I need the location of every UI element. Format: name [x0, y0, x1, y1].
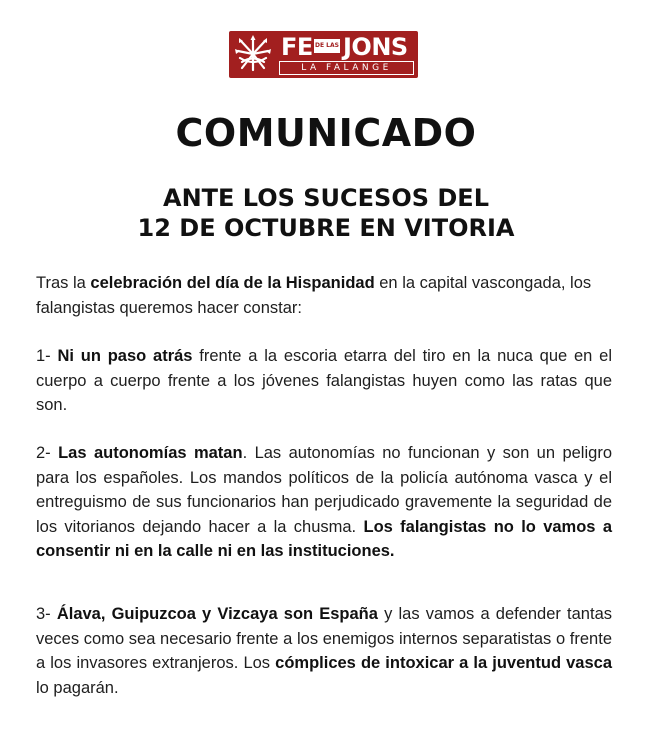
page-title: COMUNICADO: [175, 111, 477, 155]
point-2-bold-2: Los falangistas no lo vamos a consentir ni en la calle ni en las instituciones.: [36, 517, 612, 560]
point-2-number: 2-: [36, 444, 59, 462]
point-3-number: 3-: [36, 605, 57, 623]
point-3-bold-2: cómplices de intoxicar a la juventud vasca: [275, 654, 612, 672]
point-1-paragraph: [36, 344, 612, 418]
subtitle-line-1: ANTE LOS SUCESOS DEL: [163, 184, 489, 212]
logo-fe-text: FE: [281, 33, 313, 61]
point-1-text: frente a la escoria etarra del tiro en la nuca que en el cuerpo a cuerpo frente a los jóvenes falangistas huyen como las ratas que son.: [36, 347, 612, 414]
page-subtitle: [0, 183, 652, 243]
yoke-and-arrows-icon: [232, 34, 274, 75]
logo-de-las-text: DE LAS: [314, 39, 340, 53]
subtitle-line-2: 12 DE OCTUBRE EN VITORIA: [137, 214, 515, 242]
point-1-bold: Ni un paso atrás: [57, 347, 193, 365]
point-2-paragraph: [36, 441, 612, 564]
logo-la-falange-text: LA FALANGE: [279, 61, 414, 75]
point-1-number: 1-: [36, 347, 58, 365]
point-3-paragraph: [36, 602, 612, 700]
point-2-bold-1: Las autonomías matan: [58, 444, 243, 462]
point-3-text-2: lo pagarán.: [36, 678, 119, 697]
intro-text-2: en la capital vascongada, los falangistas queremos hacer constar:: [36, 274, 592, 317]
point-2-text: . Las autonomías no funcionan y son un peligro para los españoles. Los mandos políticos de la policía autónoma vasca y el entreguismo de sus funcionarios han perjudicado gravemente la seguridad de los vitorianos dejando hacer a la chusma.: [36, 444, 612, 536]
fe-jons-logo: [229, 31, 418, 78]
logo-jons-text: JONS: [343, 33, 408, 61]
intro-text-1: Tras la: [36, 274, 91, 292]
intro-bold-1: celebración del día de la Hispanidad: [90, 274, 375, 292]
intro-paragraph: [36, 271, 612, 320]
point-3-text-1: y las vamos a defender tantas veces como sea necesario frente a los enemigos internos separatistas o frente a los invasores extranjeros. Los: [36, 605, 612, 672]
point-3-bold-1: Álava, Guipuzcoa y Vizcaya son España: [56, 605, 378, 623]
